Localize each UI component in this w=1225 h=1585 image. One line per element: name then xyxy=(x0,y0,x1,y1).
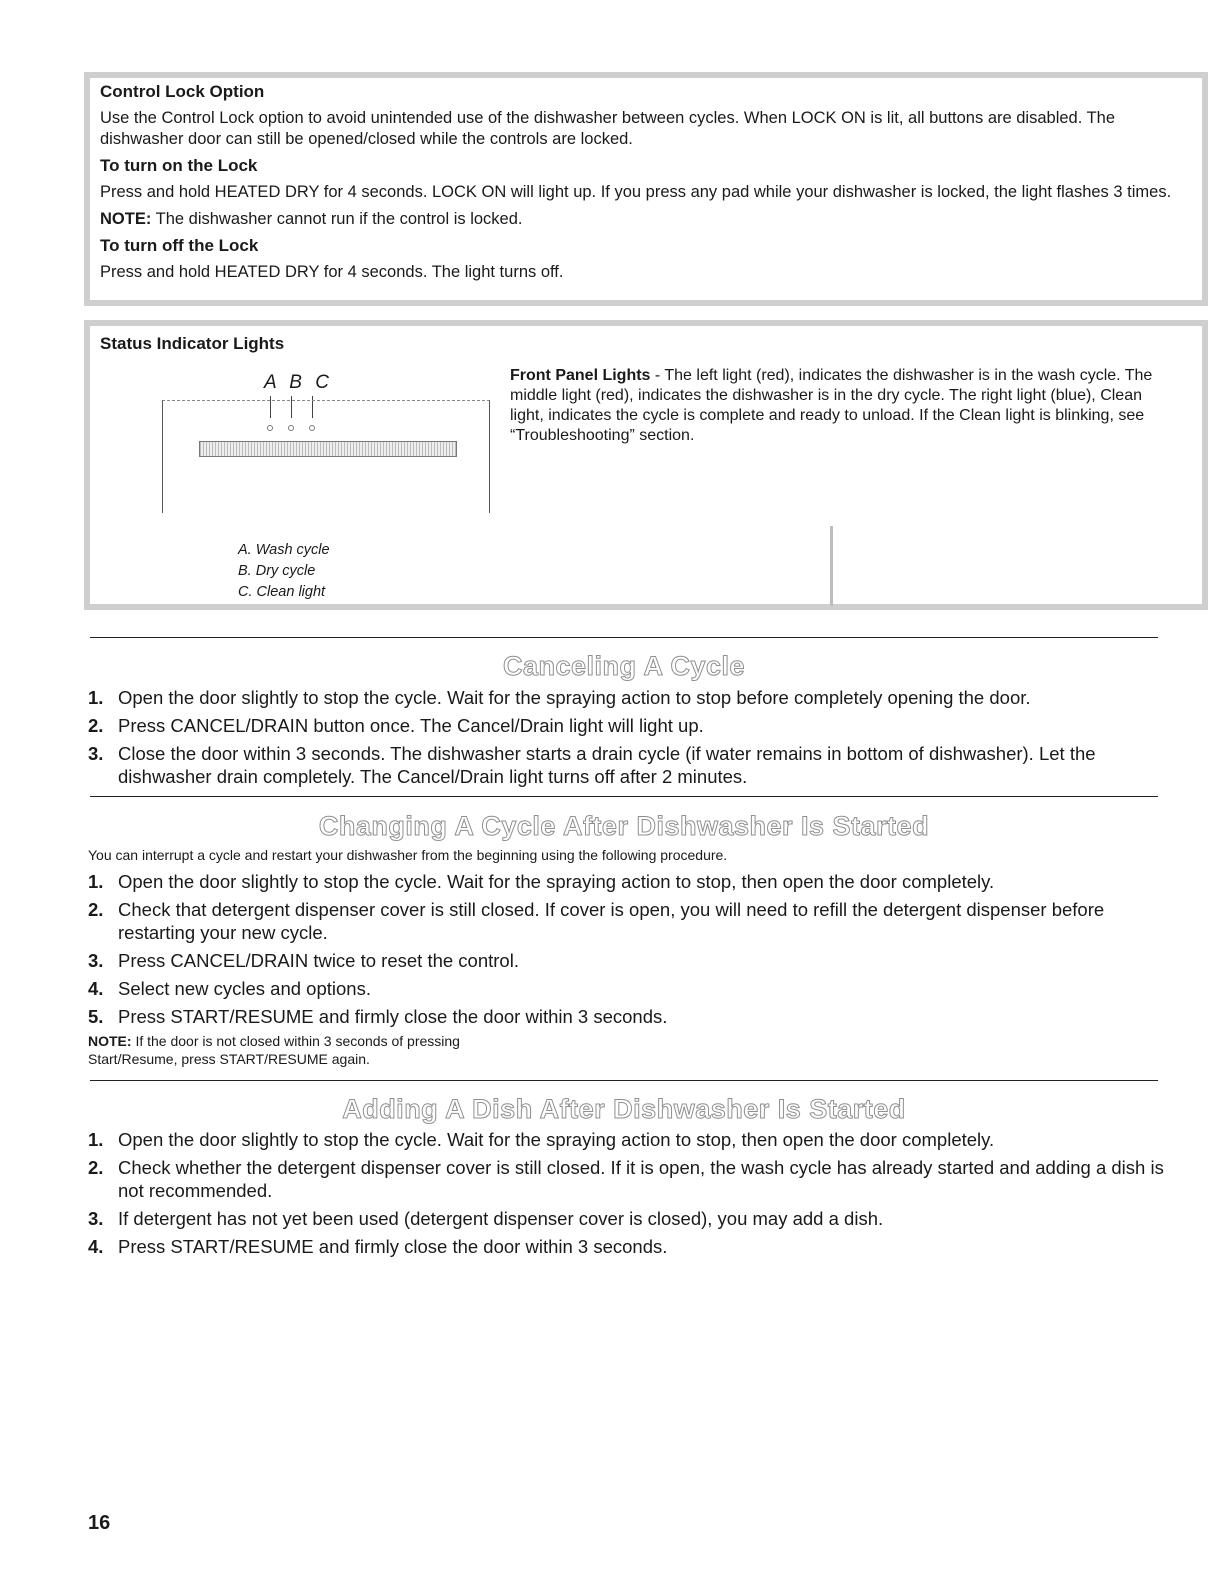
list-item: 2. Check whether the detergent dispenser cover is still closed. If it is open, the wash cycle has already started and adding a dish is not recommended. xyxy=(88,1157,1164,1201)
turn-on-text: Press and hold HEATED DRY for 4 seconds. LOCK ON will light up. If you press any pad while your dishwasher is locked, the light flashes 3 times. xyxy=(100,183,1172,201)
changing-steps xyxy=(88,870,1168,1033)
section-rule xyxy=(90,1080,1158,1081)
turn-on-heading: To turn on the Lock xyxy=(100,156,258,175)
list-item: 1. Open the door slightly to stop the cycle. Wait for the spraying action to stop before completely opening the door. xyxy=(88,687,1031,708)
control-lock-note xyxy=(100,209,1186,230)
list-item: 1. Open the door slightly to stop the cycle. Wait for the spraying action to stop, then open the door completely. xyxy=(88,1129,995,1150)
canceling-steps xyxy=(88,686,1168,793)
note-line-1: If the door is not closed within 3 seconds of pressing xyxy=(131,1033,460,1049)
control-lock-intro: Use the Control Lock option to avoid unintended use of the dishwasher between cycles. When LOCK ON is lit, all buttons are disabled. The dishwasher door can still be opened/closed while the controls are locked. xyxy=(100,109,1116,148)
display-strip xyxy=(199,441,457,457)
list-item: 3. If detergent has not yet been used (detergent dispenser cover is closed), you may add a dish. xyxy=(88,1208,884,1229)
clean-light xyxy=(309,425,315,431)
figure-letters: A B C xyxy=(264,372,333,393)
adding-title: Adding A Dish After Dishwasher Is Started xyxy=(342,1094,906,1124)
control-panel-outline xyxy=(162,400,490,513)
adding-steps xyxy=(88,1128,1168,1263)
front-panel-label: Front Panel Lights xyxy=(510,367,651,384)
divider xyxy=(830,526,833,606)
note-text: The dishwasher cannot run if the control is locked. xyxy=(151,210,523,228)
dry-light xyxy=(288,425,294,431)
section-rule xyxy=(90,637,1158,638)
changing-intro: You can interrupt a cycle and restart your dishwasher from the beginning using the following procedure. xyxy=(88,847,728,863)
list-item: 3. Close the door within 3 seconds. The dishwasher starts a drain cycle (if water remains in bottom of dishwasher). Let the dishwasher drain completely. The Cancel/Drain light turns off after 2 minutes. xyxy=(88,743,1096,787)
changing-note xyxy=(88,1032,460,1068)
figure-legend xyxy=(238,540,330,603)
list-item: 5. Press START/RESUME and firmly close the door within 3 seconds. xyxy=(88,1006,668,1027)
turn-off-text: Press and hold HEATED DRY for 4 seconds. The light turns off. xyxy=(100,263,564,281)
control-panel-illustration xyxy=(124,372,464,522)
note-label: NOTE: xyxy=(100,210,152,228)
note-line-2: Start/Resume, press START/RESUME again. xyxy=(88,1051,370,1067)
canceling-title: Canceling A Cycle xyxy=(502,651,746,681)
legend-item: B. Dry cycle xyxy=(238,563,316,579)
changing-title: Changing A Cycle After Dishwasher Is Started xyxy=(318,811,930,841)
list-item: 4. Select new cycles and options. xyxy=(88,978,371,999)
front-panel-text: - The left light (red), indicates the dishwasher is in the wash cycle. The middle light (red), indicates the dishwasher is in the dry cycle. The right light (blue), Clean light, indicates the cycle is complete and ready to unload. If the Clean light is blinking, see “Troubleshooting” section. xyxy=(510,367,1153,444)
list-item: 1. Open the door slightly to stop the cycle. Wait for the spraying action to stop, then open the door completely. xyxy=(88,871,995,892)
page-number: 16 xyxy=(88,1512,111,1534)
legend-item: C. Clean light xyxy=(238,584,326,600)
front-panel-description xyxy=(510,366,1160,446)
control-lock-title: Control Lock Option xyxy=(100,82,265,101)
list-item: 3. Press CANCEL/DRAIN twice to reset the control. xyxy=(88,950,519,971)
wash-light xyxy=(267,425,273,431)
section-rule xyxy=(90,796,1158,797)
turn-off-heading: To turn off the Lock xyxy=(100,236,259,255)
list-item: 2. Press CANCEL/DRAIN button once. The Cancel/Drain light will light up. xyxy=(88,715,704,736)
list-item: 4. Press START/RESUME and firmly close the door within 3 seconds. xyxy=(88,1236,668,1257)
status-lights-box xyxy=(84,320,1208,610)
control-lock-box xyxy=(84,72,1208,306)
list-item: 2. Check that detergent dispenser cover is still closed. If cover is open, you will need to refill the detergent dispenser before restarting your new cycle. xyxy=(88,899,1105,943)
note-label: NOTE: xyxy=(88,1033,132,1049)
status-lights-title: Status Indicator Lights xyxy=(100,334,285,353)
legend-item: A. Wash cycle xyxy=(238,542,330,558)
